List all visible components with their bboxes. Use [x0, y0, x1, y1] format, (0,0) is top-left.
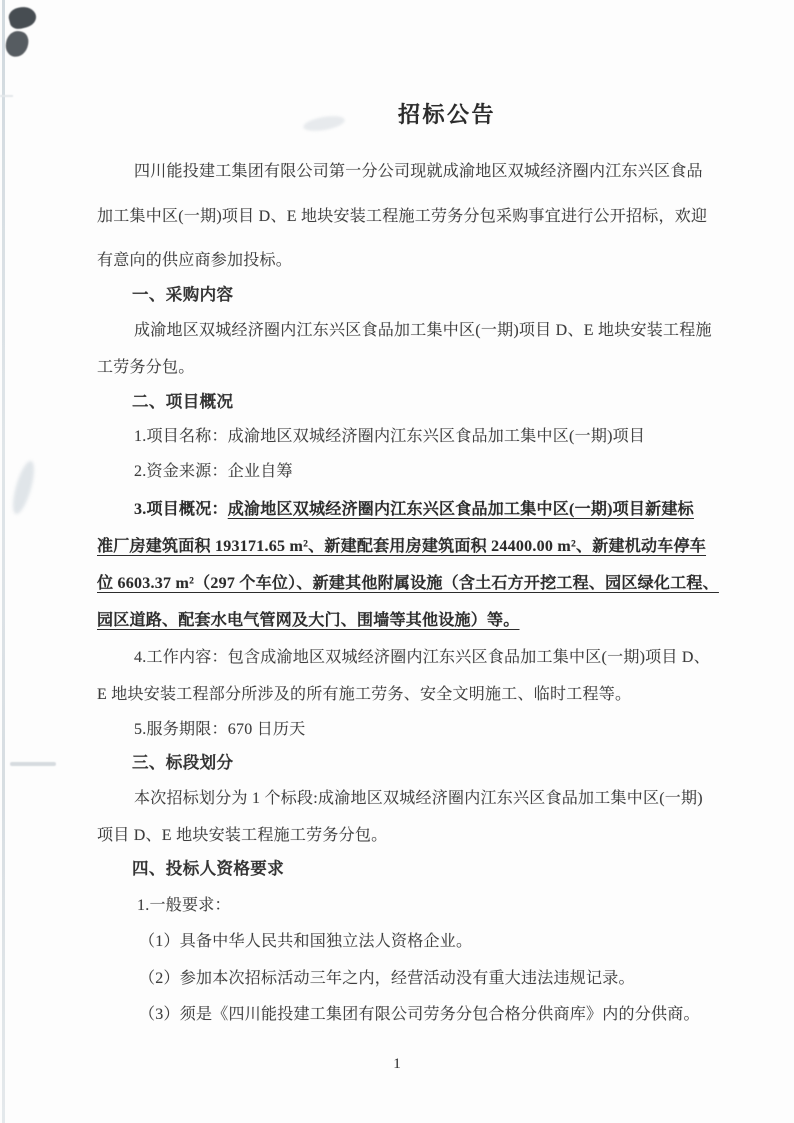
- scan-edge-line: [2, 0, 5, 1123]
- section3-line-1: 本次招标划分为 1 个标段:成渝地区双城经济圈内江东兴区食品加工集中区(一期): [134, 790, 703, 807]
- section1-heading: 一、采购内容: [132, 285, 234, 304]
- scan-smudge-near-title: [302, 113, 346, 133]
- section3-heading: 三、标段划分: [132, 753, 234, 772]
- funding-source-item: 2.资金来源：企业自筹: [134, 463, 293, 480]
- project-overview-line-2: 准厂房建筑面积 193171.65 m²、新建配套用房建筑面积 24400.00 m²、新建机动车停车: [97, 538, 707, 555]
- work-content-line-1: 4.工作内容：包含成渝地区双城经济圈内江东兴区食品加工集中区(一期)项目 D、: [134, 649, 710, 666]
- project-overview-line-1: [134, 499, 694, 520]
- general-requirements-label: 1.一般要求：: [137, 897, 231, 914]
- section1-line-2: 工劳务分包。: [97, 359, 195, 376]
- project-overview-line-4: 园区道路、配套水电气管网及大门、围墙等其他设施）等。: [97, 612, 520, 629]
- scan-smudge-left-margin: [9, 459, 39, 516]
- requirement-item-3: （3）须是《四川能投建工集团有限公司劳务分包合格分供商库》内的分供商。: [139, 1006, 700, 1023]
- project-name-item: 1.项目名称：成渝地区双城经济圈内江东兴区食品加工集中区(一期)项目: [134, 428, 646, 445]
- scan-dash-left-margin: [10, 762, 56, 766]
- project-overview-line-3: 位 6603.37 m²（297 个车位）、新建其他附属设施（含土石方开挖工程、园区绿化工程、: [97, 575, 719, 592]
- page-number: 1: [393, 1056, 401, 1072]
- service-period-item: 5.服务期限：670 日历天: [134, 721, 306, 738]
- project-overview-underlined-1: 成渝地区双城经济圈内江东兴区食品加工集中区(一期)项目新建标: [227, 501, 694, 518]
- requirement-item-2: （2）参加本次招标活动三年之内，经营活动没有重大违法违规记录。: [139, 970, 635, 987]
- document-title: 招标公告: [398, 102, 497, 127]
- section3-line-2: 项目 D、E 地块安装工程施工劳务分包。: [97, 827, 388, 844]
- intro-line-1: 四川能投建工集团有限公司第一分公司现就成渝地区双城经济圈内江东兴区食品: [134, 163, 703, 180]
- requirement-item-1: （1）具备中华人民共和国独立法人资格企业。: [139, 933, 473, 950]
- scan-dash-top-left: [0, 95, 13, 97]
- section1-line-1: 成渝地区双城经济圈内江东兴区食品加工集中区(一期)项目 D、E 地块安装工程施: [134, 322, 712, 339]
- work-content-line-2: E 地块安装工程部分所涉及的所有施工劳务、安全文明施工、临时工程等。: [97, 686, 632, 703]
- section2-heading: 二、项目概况: [132, 392, 234, 411]
- ink-mark-top-left-1: [7, 4, 38, 31]
- intro-line-2: 加工集中区(一期)项目 D、E 地块安装工程施工劳务分包采购事宜进行公开招标，欢迎: [97, 208, 708, 225]
- section4-heading: 四、投标人资格要求: [132, 859, 285, 878]
- intro-line-3: 有意向的供应商参加投标。: [97, 252, 293, 269]
- ink-mark-top-left-2: [4, 29, 30, 58]
- project-overview-label: 3.项目概况：: [134, 501, 228, 518]
